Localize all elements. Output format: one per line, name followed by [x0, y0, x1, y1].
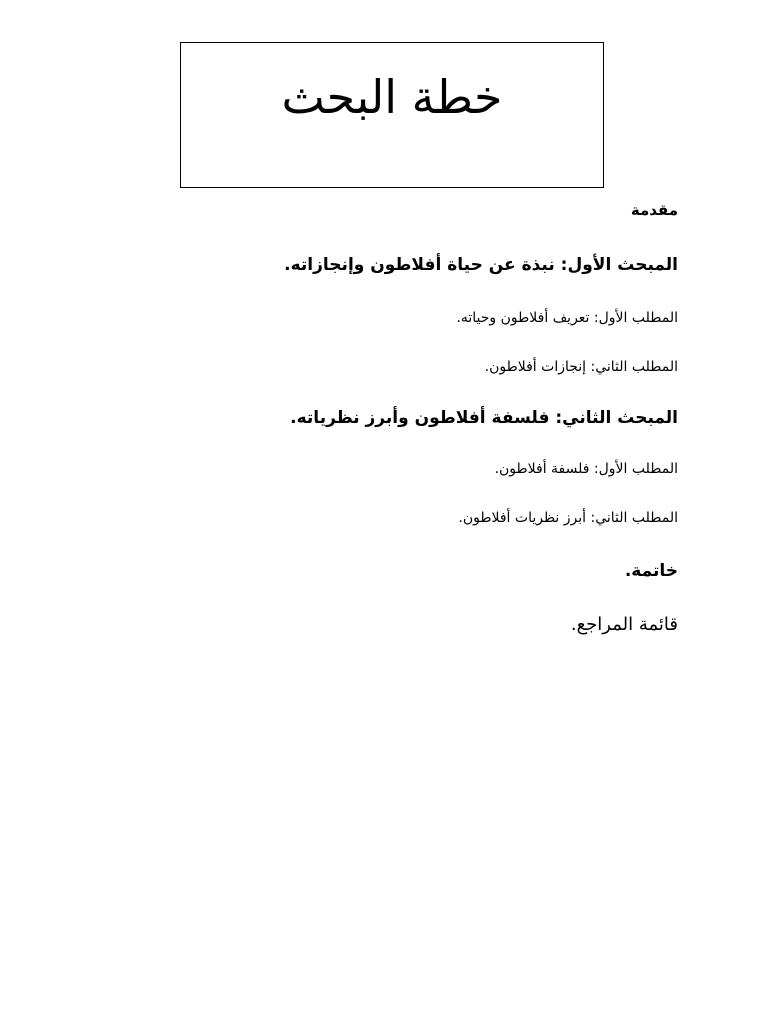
toc-section-2-sub-2: المطلب الثاني: أبرز نظريات أفلاطون.	[458, 510, 678, 526]
page-title: خطة البحث	[281, 70, 503, 124]
toc-references: قائمة المراجع.	[570, 614, 678, 635]
toc-section-1-sub-2: المطلب الثاني: إنجازات أفلاطون.	[484, 359, 678, 375]
title-box	[180, 42, 604, 188]
toc-section-2-sub-1: المطلب الأول: فلسفة أفلاطون.	[494, 461, 678, 477]
toc-conclusion: خاتمة.	[624, 561, 678, 581]
toc-section-1-sub-1: المطلب الأول: تعريف أفلاطون وحياته.	[456, 310, 678, 326]
toc-intro: مقدمة	[630, 201, 678, 219]
toc-section-1: المبحث الأول: نبذة عن حياة أفلاطون وإنجازاته.	[284, 255, 678, 275]
toc-section-2: المبحث الثاني: فلسفة أفلاطون وأبرز نظرياته.	[290, 408, 678, 428]
